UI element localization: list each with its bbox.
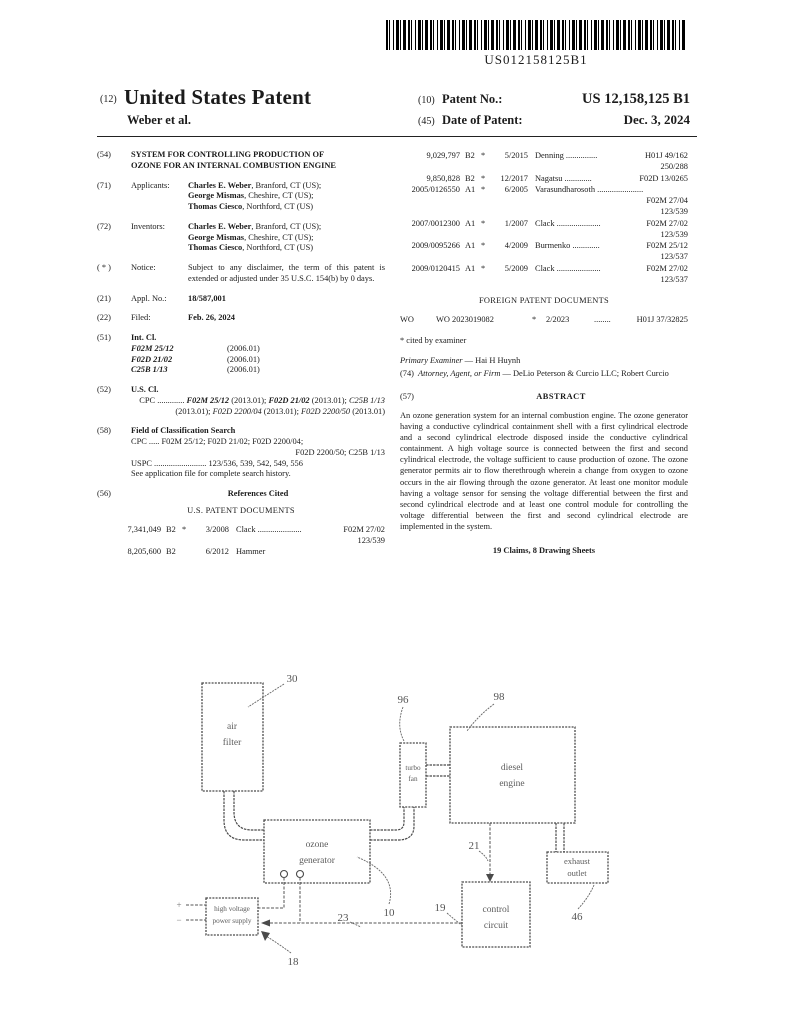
patent-date-label: Date of Patent: bbox=[442, 112, 523, 127]
section-21-tag: (21) bbox=[97, 293, 111, 303]
int-cl-rows bbox=[131, 344, 385, 376]
foreign-org: WO bbox=[400, 314, 414, 324]
attorney-label: Attorney, Agent, or Firm bbox=[417, 369, 501, 378]
foreign-patent-documents-header: FOREIGN PATENT DOCUMENTS bbox=[478, 296, 610, 305]
ozone-generator-label-1: ozone bbox=[305, 840, 329, 850]
leader-ref-21 bbox=[479, 851, 488, 861]
section-71-applicants bbox=[97, 181, 385, 213]
air-filter-label-1: air bbox=[226, 722, 238, 732]
abstract-block bbox=[400, 392, 688, 533]
ozone-terminal-left bbox=[281, 871, 288, 878]
ref-19: 19 bbox=[434, 902, 446, 914]
leader-ref-10 bbox=[357, 857, 391, 904]
turbo-fan-box bbox=[400, 743, 426, 807]
pipe-airfilter-to-ozone-inner bbox=[234, 791, 264, 830]
section-notice bbox=[97, 263, 385, 285]
section-52-tag: (52) bbox=[97, 385, 111, 394]
primary-examiner-name: — Hai H Huynh bbox=[462, 356, 521, 366]
cpc-classifications: CPC ............. F02M 25/12 (2013.01); F02D 21/02 (2013.01); C25B 1/13 (2013.01); F02D 2200/04 (2013.01); F02D 2200/50 (2013.01) bbox=[139, 395, 385, 416]
turbo-fan-label-1: turbo bbox=[405, 764, 421, 772]
citation-row: 250/288 bbox=[660, 162, 688, 172]
minus-terminal-label: − bbox=[176, 915, 182, 925]
invention-title: SYSTEM FOR CONTROLLING PRODUCTION OF OZONE FOR AN INTERNAL COMBUSTION ENGINE bbox=[131, 150, 336, 170]
appl-no-label: Appl. No.: bbox=[131, 293, 167, 303]
ref-18: 18 bbox=[287, 956, 299, 968]
applicants-list bbox=[188, 181, 385, 213]
field-search-line: CPC ..... F02M 25/12; F02D 21/02; F02D 2200/04; bbox=[131, 437, 304, 446]
air-filter-box bbox=[202, 683, 263, 791]
abstract-text: An ozone generation system for an internal combustion engine. The ozone generator having a conductive cylindrical containment shell with a first cylindrical electrode and a second cylindrical electrode disposed inside the conductive cylindrical containment. A high voltage source is connected between the first and second cylindrical electrode, the voltage sufficient to cause production of ozone. The ozone generator permits air to flow therethrough wherein a change from oxygen to ozone occurs in the air flowing through the ozone generator. At least one monitor module having a voltage sensor for sensing the voltage differential between the first and second cylindrical electrode and at least one control module for controlling the voltage differential between the first and second cylindrical electrode are implemented in the system. bbox=[400, 410, 688, 532]
us-patent-documents-header: U.S. PATENT DOCUMENTS bbox=[187, 505, 295, 515]
int-cl-label: Int. Cl. bbox=[131, 333, 157, 342]
foreign-date: 2/2023 bbox=[546, 314, 570, 324]
int-cl-row: F02M 25/12 (2006.01) bbox=[131, 343, 260, 353]
field-45-number: (45) bbox=[418, 115, 435, 127]
inventor-entry: Charles E. Weber, Branford, CT (US); bbox=[188, 221, 322, 231]
citation-row: F02M 27/04 bbox=[646, 196, 688, 205]
ref-46: 46 bbox=[571, 911, 583, 923]
ozone-generator-label-2: generator bbox=[299, 856, 335, 866]
ref-10: 10 bbox=[383, 907, 395, 919]
leader-ref-30 bbox=[248, 684, 284, 707]
turbo-fan-label-2: fan bbox=[408, 775, 418, 783]
header-divider bbox=[97, 136, 697, 137]
attorney-line bbox=[400, 369, 688, 380]
diesel-engine-box bbox=[450, 727, 575, 823]
citation-row: 9,850,828 B2 * 12/2017 Nagatsu ............. F02D 13/0265 bbox=[426, 173, 688, 183]
citation-row: 123/539 bbox=[660, 207, 688, 217]
abstract-tag: (57) bbox=[400, 391, 414, 401]
section-22-tag: (22) bbox=[97, 313, 111, 323]
wire-terminal-left-to-hv bbox=[258, 878, 284, 909]
exhaust-outlet-label-2: outlet bbox=[567, 868, 587, 878]
leader-ref-96 bbox=[400, 707, 404, 741]
inventor-short-line: Weber et al. bbox=[127, 113, 191, 127]
citation-row: 123/539 bbox=[357, 535, 385, 545]
primary-examiner-label: Primary Examiner bbox=[400, 356, 463, 366]
hv-supply-label-2: power supply bbox=[212, 917, 252, 925]
int-cl-row: F02D 21/02 (2006.01) bbox=[131, 354, 260, 364]
patent-date-row bbox=[418, 112, 690, 129]
inventor-entry: Thomas Ciesco, Northford, CT (US) bbox=[188, 243, 314, 253]
applicants-label: Applicants: bbox=[131, 180, 170, 190]
patent-number-label: Patent No.: bbox=[442, 92, 503, 106]
ref-30: 30 bbox=[286, 673, 298, 685]
patent-number-row bbox=[418, 90, 690, 109]
citation-row: 2009/0095266 A1 * 4/2009 Burmenko ............. F02M 25/12 bbox=[411, 241, 688, 250]
citation-row: 123/537 bbox=[660, 252, 688, 262]
field-search-line: USPC ......................... 123/536, 539, 542, 549, 556 bbox=[131, 458, 303, 468]
ozone-terminal-right bbox=[297, 871, 304, 878]
section-56-tag: (56) bbox=[97, 489, 111, 498]
section-56-references bbox=[97, 489, 385, 500]
diesel-engine-label-2: engine bbox=[499, 779, 525, 789]
section-22-filed bbox=[97, 313, 385, 324]
leader-ref-98 bbox=[467, 704, 494, 731]
arrowhead-wire23 bbox=[261, 920, 270, 927]
exhaust-outlet-label-1: exhaust bbox=[564, 856, 590, 866]
pipe-airfilter-to-ozone-outer bbox=[224, 791, 264, 840]
section-51-int-cl bbox=[97, 333, 385, 376]
section-51-tag: (51) bbox=[97, 333, 111, 342]
section-72-inventors bbox=[97, 222, 385, 254]
citation-row: 123/537 bbox=[660, 274, 688, 284]
control-circuit-label-2: circuit bbox=[483, 921, 509, 931]
section-21-appl-no bbox=[97, 294, 385, 305]
field-search-lines bbox=[131, 437, 385, 480]
header-right-block bbox=[418, 90, 690, 131]
inventors-label: Inventors: bbox=[131, 221, 165, 231]
patent-number-value: US 12,158,125 B1 bbox=[582, 91, 690, 107]
section-58-tag: (58) bbox=[97, 426, 111, 436]
field-10-number: (10) bbox=[418, 95, 435, 106]
primary-examiner-line bbox=[400, 356, 688, 367]
barcode bbox=[386, 20, 686, 50]
citation-row: 123/539 bbox=[660, 229, 688, 239]
section-52-us-cl bbox=[97, 385, 385, 417]
control-circuit-label-1: control bbox=[482, 905, 510, 915]
air-filter-label-2: filter bbox=[222, 738, 242, 748]
us-citations-left bbox=[97, 524, 385, 558]
leader-ref-46 bbox=[578, 885, 594, 909]
citation-row: 8,205,600 B2 6/2012 Hammer bbox=[127, 547, 266, 556]
int-cl-row: C25B 1/13 (2006.01) bbox=[131, 365, 260, 375]
notice-label: Notice: bbox=[131, 263, 156, 272]
pipe-ozone-to-turbofan-outer bbox=[370, 807, 414, 840]
hv-power-supply-box bbox=[206, 898, 258, 935]
applicant-entry: Thomas Ciesco, Northford, CT (US) bbox=[188, 202, 314, 211]
patent-date-value: Dec. 3, 2024 bbox=[623, 111, 690, 127]
us-citations-right bbox=[400, 150, 688, 285]
arrowhead-wire21 bbox=[486, 874, 494, 882]
right-column bbox=[400, 150, 688, 557]
section-54-tag: (54) bbox=[97, 150, 111, 159]
section-58-field-search bbox=[97, 426, 385, 480]
applicant-entry: George Mismas, Cheshire, CT (US); bbox=[188, 191, 314, 201]
leader-ref-18 bbox=[266, 936, 291, 953]
citation-row: 7,341,049 B2 * 3/2008 Clack ..................... F02M 27/02 bbox=[127, 524, 385, 534]
exhaust-outlet-box bbox=[547, 852, 608, 883]
cited-by-examiner-note: * cited by examiner bbox=[400, 335, 467, 345]
foreign-number: WO 2023019082 bbox=[436, 314, 494, 324]
foreign-class: H01J 37/32825 bbox=[636, 314, 688, 324]
plus-terminal-label: + bbox=[176, 900, 182, 910]
leader-ref-19 bbox=[447, 913, 463, 926]
section-72-tag: (72) bbox=[97, 221, 111, 231]
field-search-line: F02D 2200/50; C25B 1/13 bbox=[295, 447, 385, 457]
attorney-name: — DeLio Peterson & Curcio LLC; Robert Curcio bbox=[500, 369, 669, 378]
references-cited-header: References Cited bbox=[227, 489, 289, 498]
arrowhead-ref-18 bbox=[261, 931, 270, 941]
control-circuit-box bbox=[462, 882, 530, 947]
us-cl-label: U.S. Cl. bbox=[131, 385, 159, 394]
section-54-title bbox=[97, 150, 385, 172]
barcode-text: US012158125B1 bbox=[484, 52, 588, 67]
field-search-label: Field of Classification Search bbox=[131, 426, 236, 436]
pipe-ozone-to-turbofan-inner bbox=[370, 807, 404, 830]
citation-row: 2007/0012300 A1 * 1/2007 Clack ..................... F02M 27/02 bbox=[411, 218, 688, 228]
applicant-entry: Charles E. Weber, Branford, CT (US); bbox=[188, 180, 322, 190]
left-column bbox=[97, 150, 385, 557]
hv-supply-label-1: high voltage bbox=[214, 905, 250, 913]
attorney-tag: (74) bbox=[400, 369, 414, 378]
notice-tag: ( * ) bbox=[97, 263, 111, 272]
ref-21: 21 bbox=[468, 840, 480, 852]
appl-no-value: 18/587,001 bbox=[188, 293, 226, 303]
foreign-star: * bbox=[532, 314, 537, 324]
abstract-header: ABSTRACT bbox=[536, 391, 586, 401]
inventors-list bbox=[188, 222, 385, 254]
citation-row: 2009/0120415 A1 * 5/2009 Clack ..................... F02M 27/02 bbox=[411, 263, 688, 273]
kind-code-number: (12) bbox=[100, 94, 117, 105]
inventor-entry: George Mismas, Cheshire, CT (US); bbox=[188, 232, 314, 242]
citation-row: 9,029,797 B2 * 5/2015 Denning ............... H01J 49/162 bbox=[426, 151, 688, 160]
ref-96: 96 bbox=[397, 694, 409, 706]
leader-ref-23 bbox=[350, 922, 361, 927]
filed-value: Feb. 26, 2024 bbox=[188, 313, 235, 323]
foreign-dots: ........ bbox=[594, 314, 611, 324]
diesel-engine-label-1: diesel bbox=[500, 763, 524, 773]
page-title: United States Patent bbox=[124, 85, 312, 109]
ref-23: 23 bbox=[337, 912, 349, 924]
field-search-line: See application file for complete search history. bbox=[131, 469, 291, 479]
claims-line: 19 Claims, 8 Drawing Sheets bbox=[492, 546, 596, 556]
foreign-citation-row bbox=[400, 315, 688, 326]
citation-row: 2005/0126550 A1 * 6/2005 Varasundharosoth ...................... bbox=[411, 184, 644, 194]
filed-label: Filed: bbox=[131, 313, 151, 323]
ozone-generator-box bbox=[264, 820, 370, 883]
ref-98: 98 bbox=[493, 691, 505, 703]
section-71-tag: (71) bbox=[97, 180, 111, 190]
notice-text: Subject to any disclaimer, the term of this patent is extended or adjusted under 35 U.S.C. 154(b) by 0 days. bbox=[188, 263, 385, 283]
